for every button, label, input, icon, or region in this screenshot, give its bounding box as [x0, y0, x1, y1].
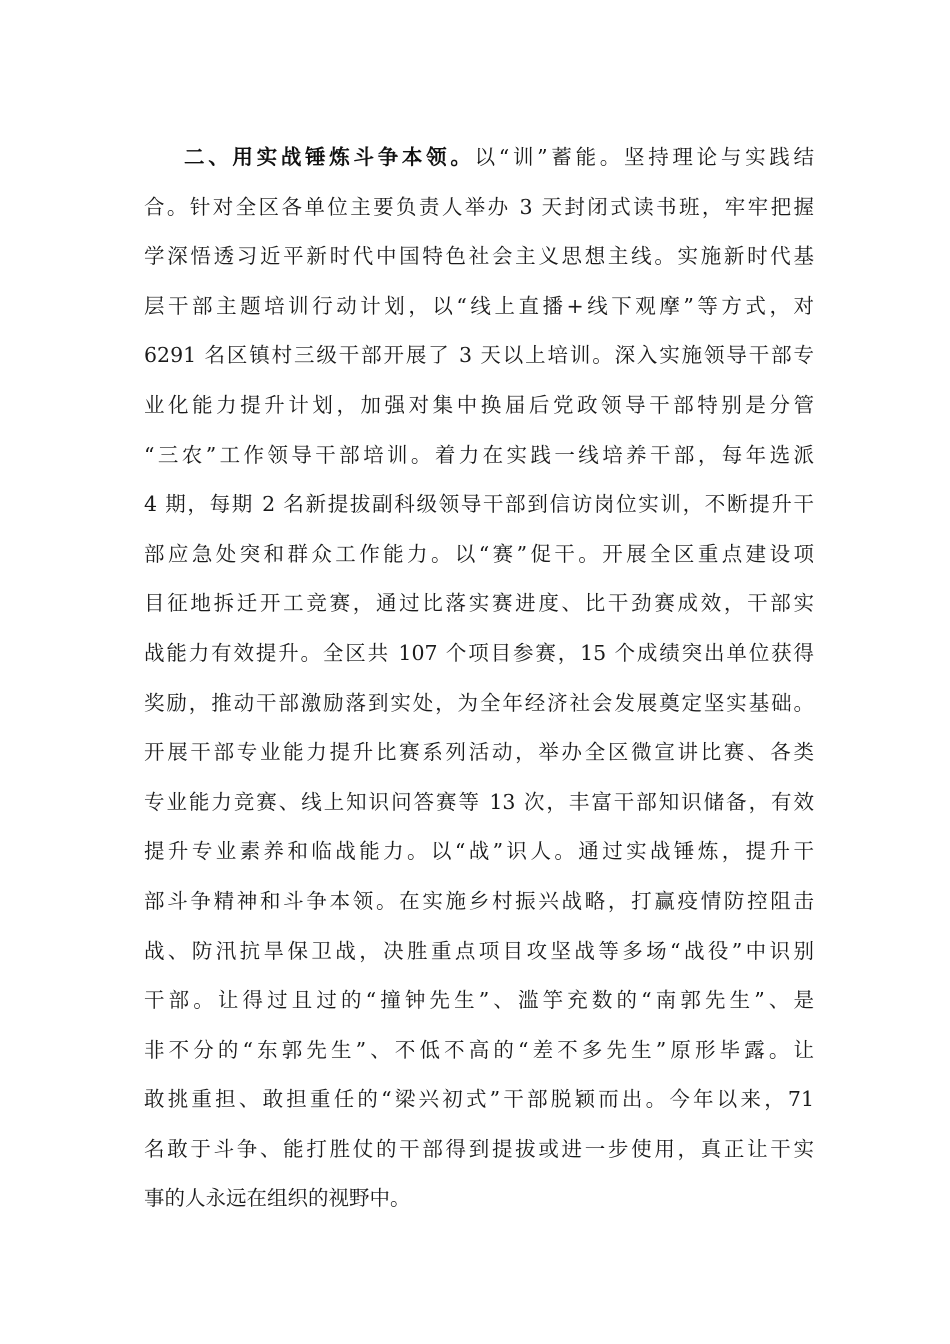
paragraph-line: 战能力有效提升。全区共 107 个项目参赛，15 个成绩突出单位获得	[144, 640, 814, 665]
paragraph-line: 干部。让得过且过的“撞钟先生”、滥竽充数的“南郭先生”、是	[144, 988, 814, 1013]
paragraph-line: 4 期，每期 2 名新提拔副科级领导干部到信访岗位实训，不断提升干	[144, 492, 814, 517]
paragraph-line-text: 以“训”蓄能。坚持理论与实践结	[474, 145, 815, 169]
paragraph-line: 提升专业素养和临战能力。以“战”识人。通过实战锤炼，提升干	[144, 839, 814, 864]
paragraph-line: 战、防汛抗旱保卫战，决胜重点项目攻坚战等多场“战役”中识别	[144, 938, 814, 963]
paragraph-line: 部应急处突和群众工作能力。以“赛”促干。开展全区重点建设项	[144, 541, 814, 566]
paragraph-line: 层干部主题培训行动计划，以“线上直播+线下观摩”等方式，对	[144, 293, 814, 318]
paragraph-line: 非不分的“东郭先生”、不低不高的“差不多先生”原形毕露。让	[144, 1037, 814, 1062]
paragraph-line: 6291 名区镇村三级干部开展了 3 天以上培训。深入实施领导干部专	[144, 343, 814, 368]
paragraph-line: “三农”工作领导干部培训。着力在实践一线培养干部，每年选派	[144, 442, 814, 467]
paragraph-line: 目征地拆迁开工竞赛，通过比落实赛进度、比干劲赛成效，干部实	[144, 591, 814, 616]
paragraph-line: 名敢于斗争、能打胜仗的干部得到提拔或进一步使用，真正让干实	[144, 1136, 814, 1161]
paragraph-line-last: 事的人永远在组织的视野中。	[144, 1186, 411, 1211]
paragraph-line: 业化能力提升计划，加强对集中换届后党政领导干部特别是分管	[144, 392, 814, 417]
paragraph-line	[144, 133, 814, 183]
paragraph-line: 专业能力竞赛、线上知识问答赛等 13 次，丰富干部知识储备，有效	[144, 789, 814, 814]
paragraph-line: 奖励，推动干部激励落到实处，为全年经济社会发展奠定坚实基础。	[144, 690, 814, 715]
section-heading: 二、用实战锤炼斗争本领。	[184, 145, 475, 169]
section-paragraph	[144, 133, 814, 1224]
paragraph-line: 学深悟透习近平新时代中国特色社会主义思想主线。实施新时代基	[144, 244, 814, 269]
paragraph-line: 开展干部专业能力提升比赛系列活动，举办全区微宣讲比赛、各类	[144, 740, 814, 765]
paragraph-line: 合。针对全区各单位主要负责人举办 3 天封闭式读书班，牢牢把握	[144, 194, 814, 219]
paragraph-line: 部斗争精神和斗争本领。在实施乡村振兴战略，打赢疫情防控阻击	[144, 888, 814, 913]
paragraph-line: 敢挑重担、敢担重任的“梁兴初式”干部脱颖而出。今年以来，71	[144, 1087, 814, 1112]
